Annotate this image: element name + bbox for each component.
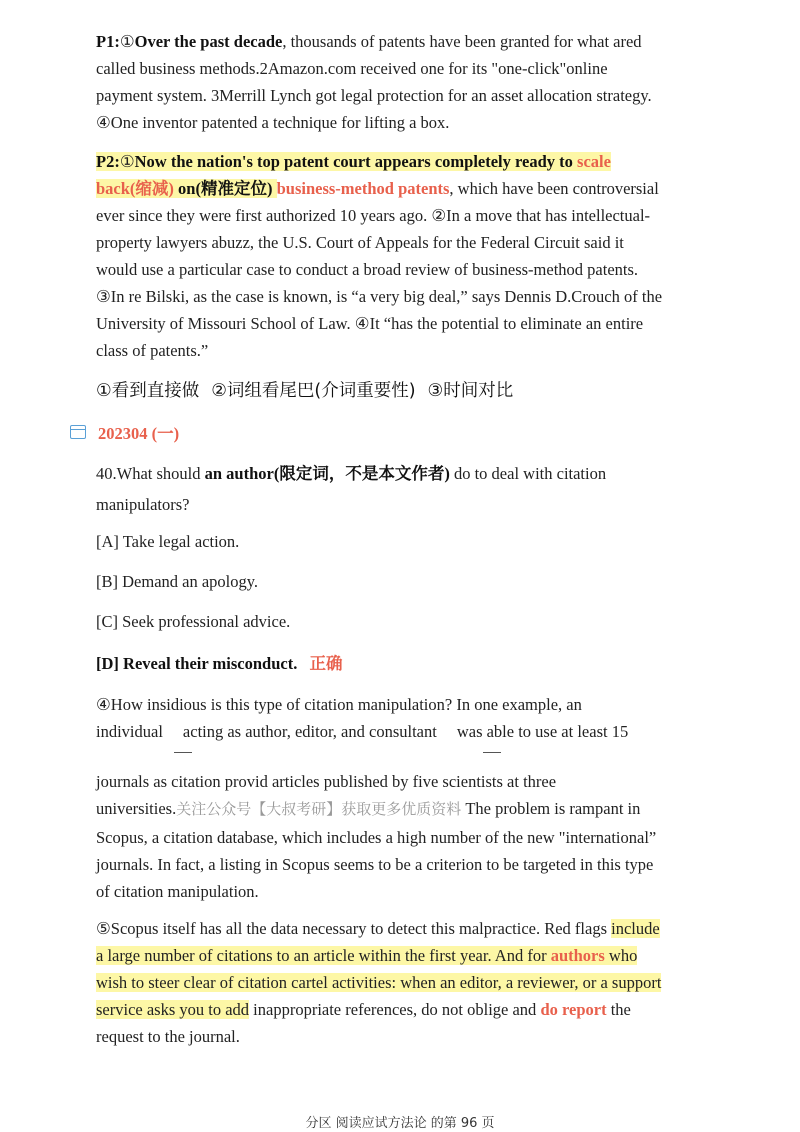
p4-line-3: journals as citation provid articles published by five scientists at three — [96, 772, 557, 791]
p1-line-1-rest: , thousands of patents have been granted for what ared — [282, 32, 642, 51]
p2-line-5: would use a particular case to conduct a broad review of business-method patents. — [96, 260, 639, 279]
calendar-icon — [70, 425, 86, 439]
dash-mark-2 — [483, 752, 501, 753]
p5-line-2a: a large number of citations to an article within the first year. And for — [96, 946, 551, 965]
p1-line-2: called business methods.2Amazon.com received one for its "one-click"online — [96, 59, 608, 78]
correct-mark: 正确 — [309, 654, 343, 673]
p5-line-2 — [96, 942, 756, 969]
p5-line-4b: inappropriate references, do not oblige and — [249, 1000, 541, 1019]
option-d — [96, 650, 342, 674]
p5-line-1a: ⑤Scopus itself has all the data necessary to detect this malpractice. Red flags — [96, 919, 612, 938]
p2-on: on(精准定位) — [173, 179, 277, 198]
p4-line-4b: The problem is rampant in — [461, 799, 641, 818]
paragraph-p4-top — [96, 691, 756, 745]
p4-line-4a: universities. — [96, 799, 177, 818]
p5-line-3-text: wish to steer clear of citation cartel activities: when an editor, a reviewer, or a support — [96, 973, 662, 992]
p2-line-7: University of Missouri School of Law. ④It “has the potential to eliminate an entire — [96, 314, 644, 333]
paragraph-p5 — [96, 915, 756, 1050]
p5-line-1b: include — [611, 919, 660, 938]
question-prefix: 40.What should — [96, 464, 205, 483]
paragraph-p1 — [96, 28, 756, 136]
option-c: [C] Seek professional advice. — [96, 612, 291, 631]
p2-bmp: business-method patents — [276, 179, 450, 198]
p5-do-report: do report — [540, 1000, 607, 1019]
section-heading — [70, 420, 179, 444]
question-line-1 — [96, 458, 756, 489]
page-footer: 分区 阅读应试方法论 的第 96 页 — [305, 1116, 495, 1131]
p1-lead: Over the past decade — [134, 32, 283, 51]
question-bold: an author(限定词，不是本文作者) — [204, 464, 450, 483]
p5-line-4 — [96, 996, 756, 1023]
p2-line-6: ③In re Bilski, as the case is known, is “a very big deal,” says Dennis D.Crouch of the — [96, 287, 663, 306]
p2-line-2-rest: , which have been controversial — [449, 179, 659, 198]
p5-line-3 — [96, 969, 756, 996]
p2-line-3: ever since they were first authorized 10 years ago. ②In a move that has intellectual- — [96, 206, 651, 225]
method-tips — [96, 377, 525, 402]
p2-lead: Now the nation's top patent court appears completely ready to — [134, 152, 578, 171]
p4-line-2a: individual — [96, 722, 163, 741]
paragraph-p2 — [96, 148, 756, 364]
p4-line-2b: acting as author, editor, and consultant — [182, 722, 437, 741]
watermark-text: 关注公众号【大叔考研】获取更多优质资料 — [176, 802, 462, 818]
p2-back: back(缩减) — [96, 179, 174, 198]
option-d-text: [D] Reveal their misconduct. — [96, 654, 298, 673]
p5-line-4a: service asks you to add — [96, 1000, 250, 1019]
p2-scale: scale — [577, 152, 611, 171]
p1-line-1 — [96, 28, 756, 55]
p5-line-5: request to the journal. — [96, 1027, 240, 1046]
p2-circle-1: ① — [119, 152, 135, 171]
tip-2: ②词组看尾巴(介词重要性) — [211, 381, 416, 401]
p4-line-4 — [96, 795, 756, 824]
p2-line-2 — [96, 175, 756, 202]
p4-line-5: Scopus, a citation database, which includes a high number of the new "international” — [96, 828, 657, 847]
p5-line-2c: who — [604, 946, 638, 965]
p2-line-8: class of patents.” — [96, 341, 209, 360]
p2-line-1 — [96, 148, 756, 175]
p4-line-2c: was able to use at least 15 — [456, 722, 629, 741]
option-a: [A] Take legal action. — [96, 532, 240, 551]
paragraph-p4-bottom — [96, 768, 756, 905]
p5-line-4c: the — [606, 1000, 631, 1019]
option-b: [B] Demand an apology. — [96, 572, 259, 591]
p1-line-4: ④One inventor patented a technique for lifting a box. — [96, 113, 450, 132]
section-title: 202304 (一) — [98, 424, 180, 443]
question-suffix: do to deal with citation — [449, 464, 607, 483]
p4-line-1: ④How insidious is this type of citation manipulation? In one example, an — [96, 695, 582, 714]
p1-line-3: payment system. 3Merrill Lynch got legal protection for an asset allocation strategy. — [96, 86, 652, 105]
p2-tag: P2: — [96, 152, 120, 171]
question-stem — [96, 458, 756, 520]
p4-line-2 — [96, 718, 756, 745]
p4-line-6: journals. In fact, a listing in Scopus seems to be a criterion to be targeted in this type — [96, 855, 654, 874]
p5-authors: authors — [550, 946, 605, 965]
p4-line-7: of citation manipulation. — [96, 882, 259, 901]
tip-3: ③时间对比 — [427, 381, 514, 401]
p1-tag: P1: — [96, 32, 120, 51]
tip-1: ①看到直接做 — [96, 381, 200, 401]
dash-mark-1 — [174, 752, 192, 753]
p1-circle-1: ① — [119, 32, 135, 51]
p5-line-1 — [96, 915, 756, 942]
p2-line-4: property lawyers abuzz, the U.S. Court of Appeals for the Federal Circuit said it — [96, 233, 624, 252]
question-line-2: manipulators? — [96, 495, 190, 514]
